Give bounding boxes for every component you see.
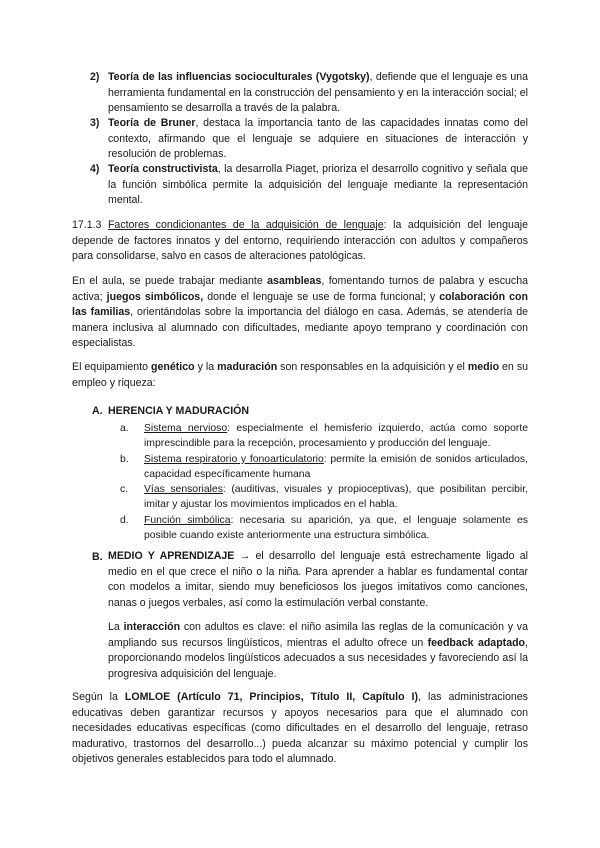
item-term: Sistema nervioso <box>144 423 228 434</box>
item-term: Sistema respiratorio y fonoarticulatorio <box>144 454 324 465</box>
item-term: Vías sensoriales <box>144 484 223 495</box>
section-title: Factores condicionantes de la adquisición de lenguaje <box>107 219 384 231</box>
theory-title: Teoría de Bruner <box>108 117 196 129</box>
factors-paragraph <box>72 218 528 265</box>
bold-run: medio <box>467 361 500 373</box>
section-b-heading-letter <box>92 551 103 563</box>
section-b-text: → el desarrollo del lenguaje está estrechamente ligado al medio en el que crece el niño o la niña. Para aprender a hablar es fundamental contar con modelos a imitar, siendo muy beneficiosos los juegos imitativos como canciones, nanas o juegos verbales, así como la estimulación verbal constante. <box>108 550 528 609</box>
text-run: , las administraciones educativas deben garantizar recursos y apoyos necesarios para que el alumnado con necesidades educativas específicas (como dificultades en el desarrollo del lenguaje, retraso madurativo, trastornos del desarrollo...) pueda alcanzar su máximo potencial y cumplir los objetivos generales establecidos para todo el alumnado. <box>72 691 528 765</box>
item-description: : necesaria su aparición, ya que, el lenguaje solamente es posible cuando existe anteriormente una estructura simbólica. <box>144 515 528 542</box>
section-letter: B. <box>92 551 103 563</box>
section-number: 17.1.3 <box>72 219 108 231</box>
theory-number: 3) <box>90 117 100 129</box>
theory-text <box>108 70 528 117</box>
theory-description: , la desarrolla Piaget, prioriza el desarrollo cognitivo y señala que la función simbólica permite la adquisición del lenguaje mediante la representación mental. <box>108 163 528 206</box>
text-run: Según la <box>72 691 125 703</box>
bold-run: colaboración con las familias <box>72 290 529 318</box>
interaction-paragraph <box>108 620 528 682</box>
text-run: y la <box>194 361 218 373</box>
text-run: donde el lenguaje se use de forma funcional; y <box>203 290 440 303</box>
section-letter: A. <box>92 405 103 417</box>
theory-description: , destaca la importancia tanto de las capacidades innatas como del contexto, afirmando que el lenguaje se adquiere en situaciones de interacción y resolución de problemas. <box>108 117 529 160</box>
factors-text: : la adquisición del lenguaje depende de factores innatos y del entorno, requiriendo interacción con adultos y compañeros para consolidarse, salvo en casos de alteraciones patológicas. <box>72 219 528 262</box>
text-run: La <box>108 621 124 633</box>
item-text <box>144 421 528 451</box>
bold-run: genético <box>151 361 195 373</box>
section-title: HERENCIA Y MADURACIÓN <box>108 405 250 417</box>
classroom-paragraph <box>72 274 528 352</box>
theory-number: 2) <box>90 71 100 83</box>
text-run: en su empleo y riqueza: <box>72 361 529 389</box>
item-letter: d. <box>120 515 129 526</box>
text-run: son responsables en la adquisición y el <box>277 361 468 373</box>
bold-run: LOMLOE (Artículo 71, Principios, Título II, Capítulo I) <box>124 691 419 703</box>
item-term: Función simbólica <box>144 515 231 526</box>
theory-title: Teoría de las influencias socioculturales (Vygotsky) <box>108 71 370 83</box>
item-letter: c. <box>120 484 129 495</box>
item-letter: b. <box>120 454 129 465</box>
item-letter: a. <box>120 423 129 434</box>
item-text <box>144 513 528 543</box>
text-run: , fomentando turnos de palabra y escucha activa; <box>72 275 528 303</box>
section-title: MEDIO Y APRENDIZAJE <box>108 550 235 562</box>
bold-run: feedback adaptado <box>427 636 526 649</box>
section-b-paragraph <box>108 549 528 611</box>
bold-run: juegos simbólicos, <box>106 290 204 303</box>
item-text <box>144 452 528 482</box>
theory-number: 4) <box>90 163 100 175</box>
equipment-paragraph <box>72 360 528 391</box>
bold-run: maduración <box>217 361 278 373</box>
text-run: En el aula, se puede trabajar mediante <box>72 275 268 287</box>
theory-text <box>108 116 528 163</box>
item-description: : especialmente el hemisferio izquierdo, actúa como soporte imprescindible para la recepción, procesamiento y producción del lenguaje. <box>144 423 528 450</box>
theory-description: , defiende que el lenguaje es una herramienta fundamental en la construcción del pensamiento y en la interacción social; el pensamiento se desarrolla a través de la palabra. <box>108 71 528 114</box>
theory-title: Teoría constructivista <box>108 163 218 175</box>
item-description: : (auditivas, visuales y propioceptivas), que posibilitan percibir, imitar y ajustar los movimientos implicados en el habla. <box>144 484 528 511</box>
lomloe-paragraph <box>72 690 528 768</box>
bold-run: interacción <box>123 621 181 633</box>
text-run: , orientándolas sobre la importancia del diálogo en casa. Además, se atendería de manera inclusiva al alumnado con dificultades, mediante apoyo temprano y coordinación con especialistas. <box>72 306 528 349</box>
theory-text <box>108 162 528 209</box>
text-run: , proporcionando modelos lingüísticos adecuados a sus necesidades y favoreciendo así la progresiva adquisición del lenguaje. <box>108 636 528 680</box>
text-run: con adultos es clave: el niño asimila las reglas de la comunicación y va ampliando sus recursos lingüísticos, mientras el adulto ofrece un <box>108 621 528 649</box>
item-description: : permite la emisión de sonidos articulados, capacidad específicamente humana <box>144 454 528 481</box>
text-run: El equipamiento <box>72 361 152 373</box>
item-text <box>144 482 528 512</box>
section-a-heading <box>92 405 249 417</box>
bold-run: asambleas <box>267 275 322 287</box>
